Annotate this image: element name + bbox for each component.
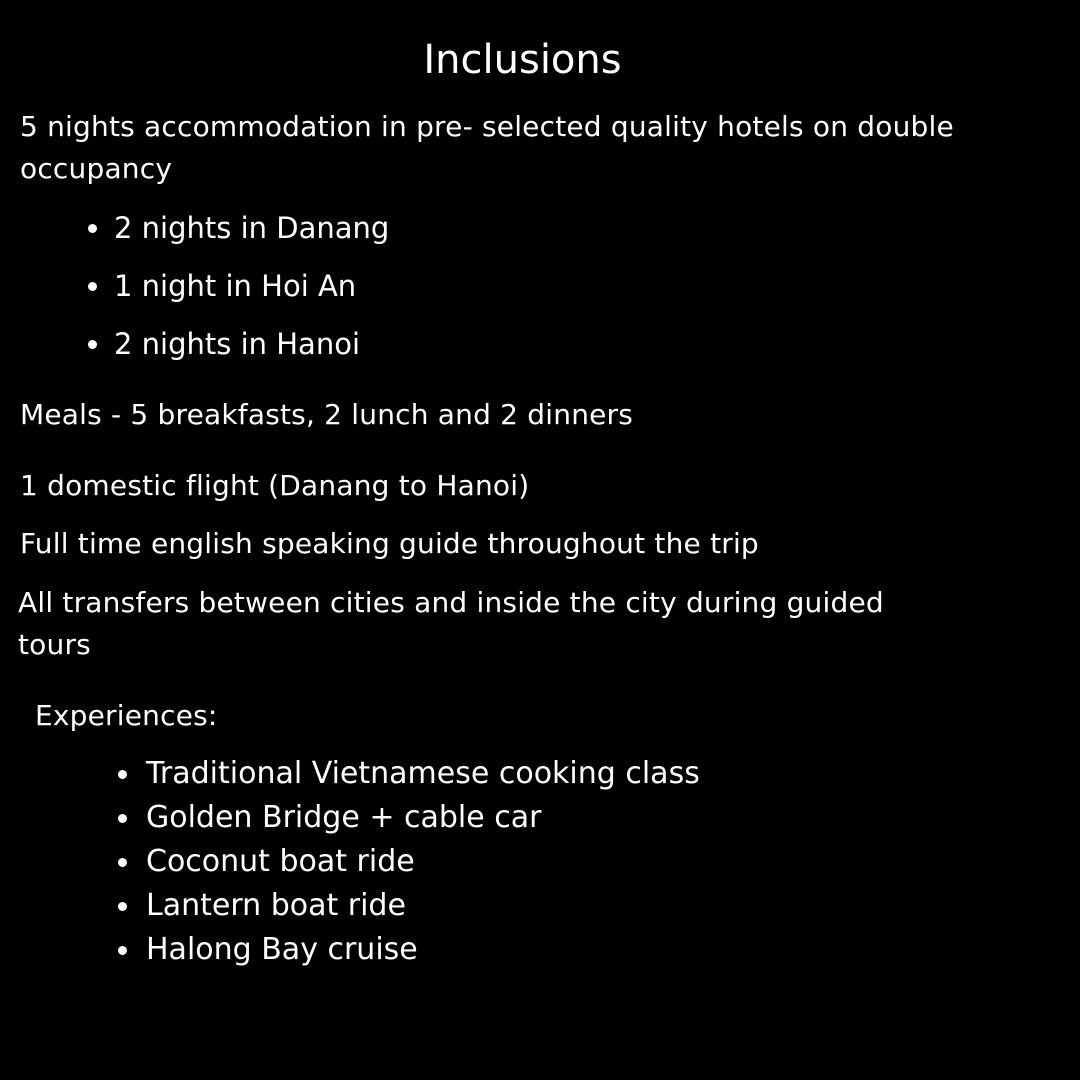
- experience-label: Halong Bay cruise: [146, 932, 418, 967]
- experience-label: Lantern boat ride: [146, 888, 406, 923]
- transfers-text: All transfers between cities and inside the city during guided tours: [18, 586, 884, 661]
- bullet-dot-icon: [118, 902, 127, 911]
- experience-label: Golden Bridge + cable car: [146, 800, 542, 835]
- list-item: [114, 326, 360, 362]
- stay-label: 1 night in Hoi An: [114, 269, 357, 303]
- accommodation-text: 5 nights accommodation in pre- selected quality hotels on double occupancy: [20, 110, 954, 185]
- list-item: [114, 268, 356, 304]
- experience-label: Coconut boat ride: [146, 844, 415, 879]
- list-item: [146, 932, 418, 968]
- list-item: [146, 800, 541, 836]
- meals-text: Meals - 5 breakfasts, 2 lunch and 2 dinners: [20, 398, 634, 431]
- bullet-dot-icon: [88, 224, 97, 233]
- bullet-dot-icon: [118, 858, 127, 867]
- bullet-dot-icon: [88, 340, 97, 349]
- experiences-heading: Experiences:: [35, 699, 218, 732]
- list-item: [146, 756, 700, 792]
- stay-label: 2 nights in Danang: [114, 211, 390, 245]
- guide-text: Full time english speaking guide throughout the trip: [20, 527, 759, 560]
- bullet-dot-icon: [88, 282, 97, 291]
- list-item: [114, 210, 389, 246]
- stay-label: 2 nights in Hanoi: [114, 327, 361, 361]
- list-item: [146, 888, 406, 924]
- bullet-dot-icon: [118, 946, 127, 955]
- bullet-dot-icon: [118, 814, 127, 823]
- page-title: Inclusions: [423, 37, 622, 83]
- experience-label: Traditional Vietnamese cooking class: [146, 756, 700, 791]
- list-item: [146, 844, 415, 880]
- flight-text: 1 domestic flight (Danang to Hanoi): [20, 469, 530, 502]
- bullet-dot-icon: [118, 770, 127, 779]
